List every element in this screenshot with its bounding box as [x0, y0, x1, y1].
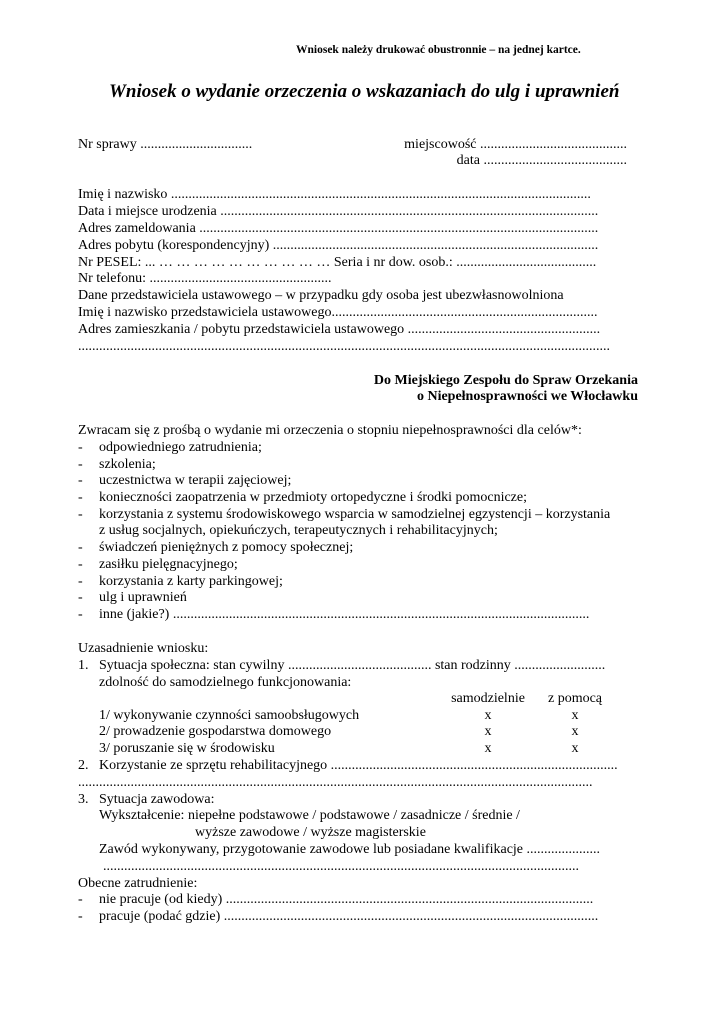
purpose-label: zasiłku pielęgnacyjnego; — [99, 557, 238, 572]
profession-continuation[interactable]: ........................................................................................................................................ — [103, 859, 579, 874]
bullet-dash: - — [78, 473, 83, 488]
profession-field[interactable]: Zawód wykonywany, przygotowanie zawodowe lub posiadane kwalifikacje ..................... — [99, 842, 601, 857]
checkbox-assisted[interactable]: x — [571, 724, 579, 739]
item-number: 1. — [78, 658, 89, 673]
column-header-independent: samodzielnie — [451, 691, 525, 706]
column-header-assisted: z pomocą — [547, 691, 603, 706]
employment-heading: Obecne zatrudnienie: — [78, 876, 198, 891]
phone-field[interactable]: Nr telefonu: .................................................... — [78, 271, 332, 286]
education-options-continuation[interactable]: wyższe zawodowe / wyższe magisterskie — [195, 825, 426, 840]
purpose-label: świadczeń pieniężnych z pomocy społecznej; — [99, 540, 354, 555]
bullet-dash: - — [78, 540, 83, 555]
birth-date-place-field[interactable]: Data i miejsce urodzenia ............................................................................................................ — [78, 204, 599, 219]
print-notice: Wniosek należy drukować obustronnie – na jednej kartce. — [296, 44, 581, 56]
bullet-dash: - — [78, 909, 83, 924]
representative-name-field[interactable]: Imię i nazwisko przedstawiciela ustawowego............................................................................ — [78, 305, 598, 320]
bullet-dash: - — [78, 557, 83, 572]
bullet-dash: - — [78, 590, 83, 605]
addressee-line-2: o Niepełnosprawności we Włocławku — [416, 389, 638, 404]
purpose-other-field: inne (jakie?) ....................................................................................................................... — [99, 607, 590, 622]
checkbox-independent[interactable]: x — [484, 708, 492, 723]
item-number: 2. — [78, 758, 89, 773]
education-options[interactable]: Wykształcenie: niepełne podstawowe / podstawowe / zasadnicze / średnie / — [99, 808, 520, 823]
purpose-label: korzystania z systemu środowiskowego wsparcia w samodzielnej egzystencji – korzystania — [99, 507, 611, 522]
bullet-dash: - — [78, 490, 83, 505]
pesel-id-field[interactable]: Nr PESEL: ... … … … … … … … … … … Seria i nr dow. osob.: ........................................ — [78, 255, 597, 270]
purpose-label: szkolenia; — [99, 457, 156, 472]
bullet-dash: - — [78, 607, 83, 622]
addressee-line-1: Do Miejskiego Zespołu do Spraw Orzekania — [373, 373, 638, 388]
not-working-field: nie pracuje (od kiedy) ......................................................................................................... — [99, 892, 594, 907]
place-field[interactable]: miejscowość .......................................... — [404, 137, 627, 152]
checkbox-independent[interactable]: x — [484, 741, 492, 756]
activity-label: 1/ wykonywanie czynności samoobsługowych — [99, 708, 360, 723]
checkbox-assisted[interactable]: x — [571, 708, 579, 723]
purpose-label: konieczności zaopatrzenia w przedmioty ortopedyczne i środki pomocnicze; — [99, 490, 527, 505]
purpose-label: odpowiedniego zatrudnienia; — [99, 440, 262, 455]
checkbox-independent[interactable]: x — [484, 724, 492, 739]
purpose-label: z usług socjalnych, opiekuńczych, terapeutycznych i rehabilitacyjnych; — [99, 523, 498, 538]
correspondence-address-field[interactable]: Adres pobytu (korespondencyjny) ............................................................................................. — [78, 238, 599, 253]
item-number: 3. — [78, 792, 89, 807]
date-field[interactable]: data ......................................... — [456, 153, 627, 168]
bullet-dash: - — [78, 507, 83, 522]
marital-family-status-field[interactable]: Sytuacja społeczna: stan cywilny ......................................... stan rodzinny .......................... — [99, 658, 606, 673]
registered-address-field[interactable]: Adres zameldowania .................................................................................................................. — [78, 221, 599, 236]
rehab-equipment-continuation[interactable]: ................................................................................................................................................... — [78, 775, 593, 790]
functioning-ability-label: zdolność do samodzielnego funkcjonowania: — [99, 675, 352, 690]
justification-heading: Uzasadnienie wniosku: — [78, 641, 209, 656]
bullet-dash: - — [78, 440, 83, 455]
checkbox-assisted[interactable]: x — [571, 741, 579, 756]
rehab-equipment-field[interactable]: Korzystanie ze sprzętu rehabilitacyjnego .................................................................................. — [99, 758, 618, 773]
representative-address-continuation[interactable]: ........................................................................................................................................................ — [78, 339, 610, 354]
name-field[interactable]: Imię i nazwisko ........................................................................................................................ — [78, 187, 591, 202]
professional-situation-label: Sytuacja zawodowa: — [99, 792, 215, 807]
activity-label: 3/ poruszanie się w środowisku — [99, 741, 275, 756]
case-number-field[interactable]: Nr sprawy ................................ — [78, 137, 253, 152]
representative-address-field[interactable]: Adres zamieszkania / pobytu przedstawiciela ustawowego ....................................................... — [78, 322, 601, 337]
purpose-label: ulg i uprawnień — [99, 590, 187, 605]
working-field: pracuje (podać gdzie) ........................................................................................................... — [99, 909, 599, 924]
bullet-dash: - — [78, 574, 83, 589]
purpose-label: uczestnictwa w terapii zajęciowej; — [99, 473, 292, 488]
purpose-label: korzystania z karty parkingowej; — [99, 574, 283, 589]
document-title: Wniosek o wydanie orzeczenia o wskazaniach do ulg i uprawnień — [109, 81, 620, 102]
request-intro: Zwracam się z prośbą o wydanie mi orzeczenia o stopniu niepełnosprawności dla celów*: — [78, 423, 582, 438]
bullet-dash: - — [78, 457, 83, 472]
activity-label: 2/ prowadzenie gospodarstwa domowego — [99, 724, 332, 739]
representative-heading: Dane przedstawiciela ustawowego – w przypadku gdy osoba jest ubezwłasnowolniona — [78, 288, 564, 303]
bullet-dash: - — [78, 892, 83, 907]
